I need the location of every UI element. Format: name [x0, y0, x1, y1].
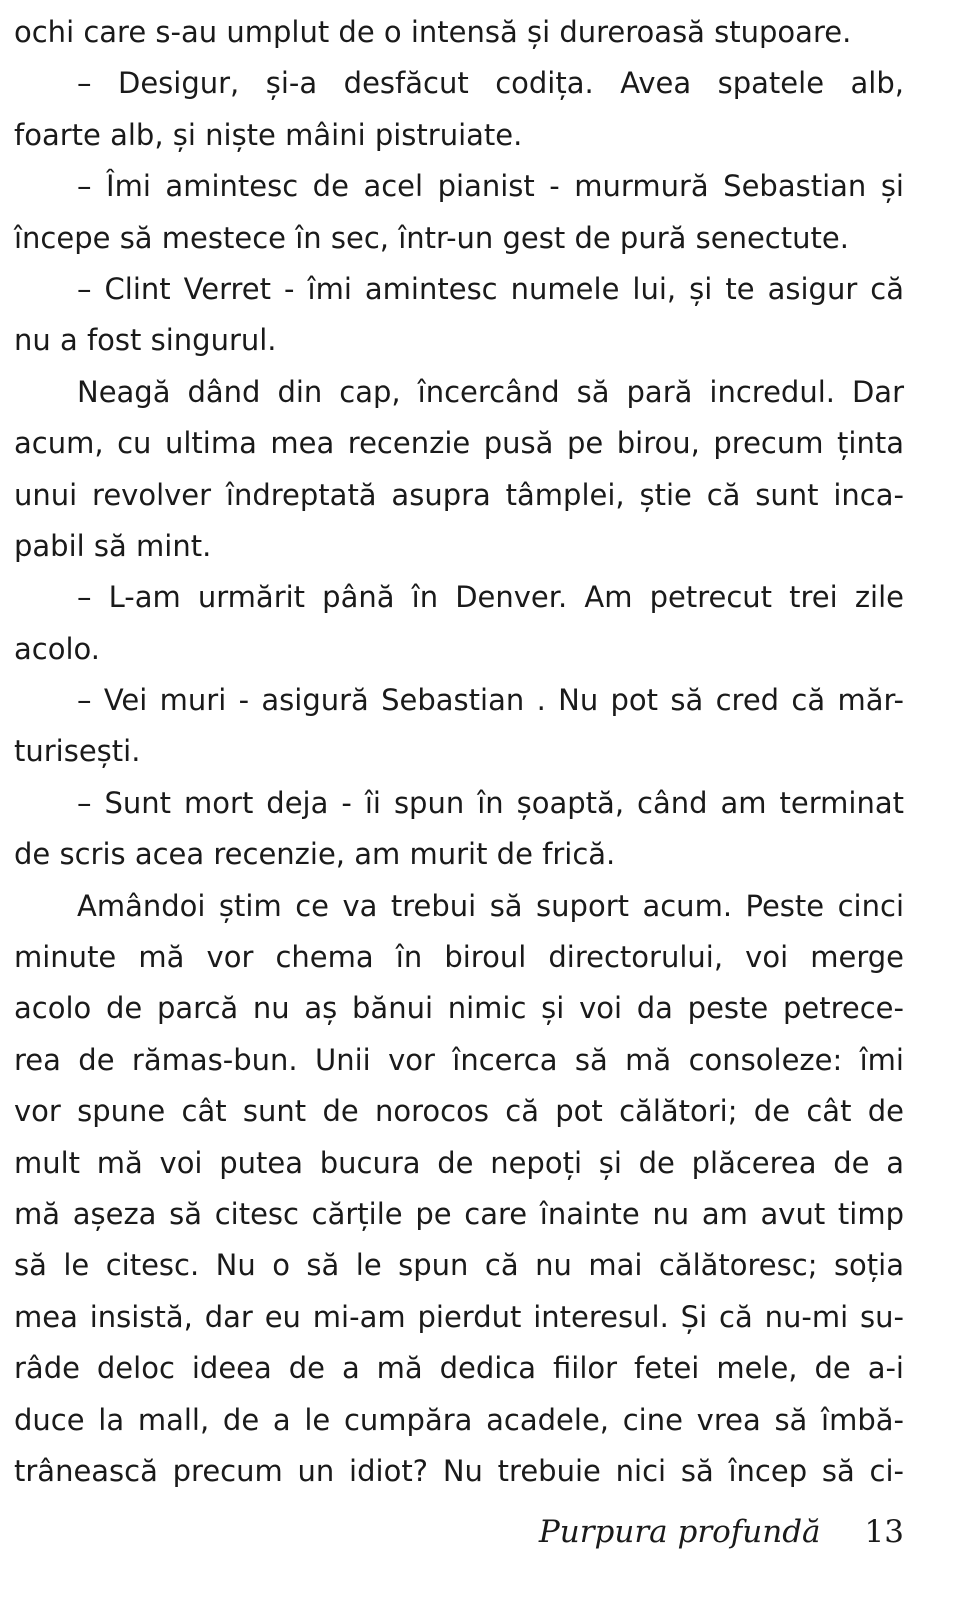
page-footer [539, 1514, 904, 1550]
text-line: Amândoi știm ce va trebui să suport acum. Peste cinci [77, 888, 904, 923]
text-line: – Sunt mort deja - îi spun în șoaptă, când am terminat [77, 785, 904, 820]
text-line: de scris acea recenzie, am murit de frică. [14, 837, 616, 872]
text-line: ochi care s-au umplut de o intensă și dureroasă stupoare. [14, 15, 852, 49]
text-line: nu a fost singurul. [14, 323, 277, 358]
text-line: – Desigur, și-a desfăcut codița. Avea spatele alb, [77, 66, 904, 101]
text-line: trânească precum un idiot? Nu trebuie nici să încep să ci- [14, 1453, 904, 1488]
text-line: unui revolver îndreptată asupra tâmplei, știe că sunt inca- [14, 477, 904, 512]
text-line: râde deloc ideea de a mă dedica fiilor fetei mele, de a-i [14, 1351, 904, 1386]
text-line: vor spune cât sunt de norocos că pot călători; de cât de [14, 1094, 904, 1129]
text-line: acum, cu ultima mea recenzie pusă pe birou, precum ținta [14, 426, 904, 461]
text-line: mult mă voi putea bucura de nepoți și de plăcerea de a [14, 1145, 904, 1180]
text-line: mea insistă, dar eu mi-am pierdut interesul. Și că nu-mi su- [14, 1299, 904, 1334]
text-line: – Clint Verret - îmi amintesc numele lui, și te asigur că [77, 271, 904, 306]
running-title: Purpura profundă [538, 1514, 821, 1550]
book-page [14, 0, 904, 1600]
text-line: minute mă vor chema în biroul directorului, voi merge [14, 940, 904, 975]
text-line: duce la mall, de a le cumpăra acadele, cine vrea să îmbă- [14, 1402, 904, 1437]
text-line: – Vei muri - asigură Sebastian . Nu pot să cred că măr- [77, 683, 904, 718]
text-line: mă așeza să citesc cărțile pe care înainte nu am avut timp [14, 1196, 904, 1231]
text-line: să le citesc. Nu o să le spun că nu mai călătoresc; soția [14, 1248, 904, 1283]
text-line: turisești. [14, 734, 141, 769]
text-line: Neagă dând din cap, încercând să pară incredul. Dar [77, 374, 904, 409]
text-line: începe să mestece în sec, într-un gest de pură senectute. [14, 220, 849, 255]
page-number: 13 [864, 1514, 904, 1550]
body-text [14, 7, 904, 1497]
text-line: pabil să mint. [14, 528, 212, 563]
text-line: acolo de parcă nu aș bănui nimic și voi da peste petrece- [14, 991, 904, 1026]
text-line: – L-am urmărit până în Denver. Am petrecut trei zile [77, 580, 904, 615]
text-line: rea de rămas-bun. Unii vor încerca să mă consoleze: îmi [14, 1042, 904, 1077]
text-line: foarte alb, și niște mâini pistruiate. [14, 117, 523, 152]
text-line: acolo. [14, 631, 100, 666]
text-line: – Îmi amintesc de acel pianist - murmură Sebastian și [77, 169, 904, 204]
